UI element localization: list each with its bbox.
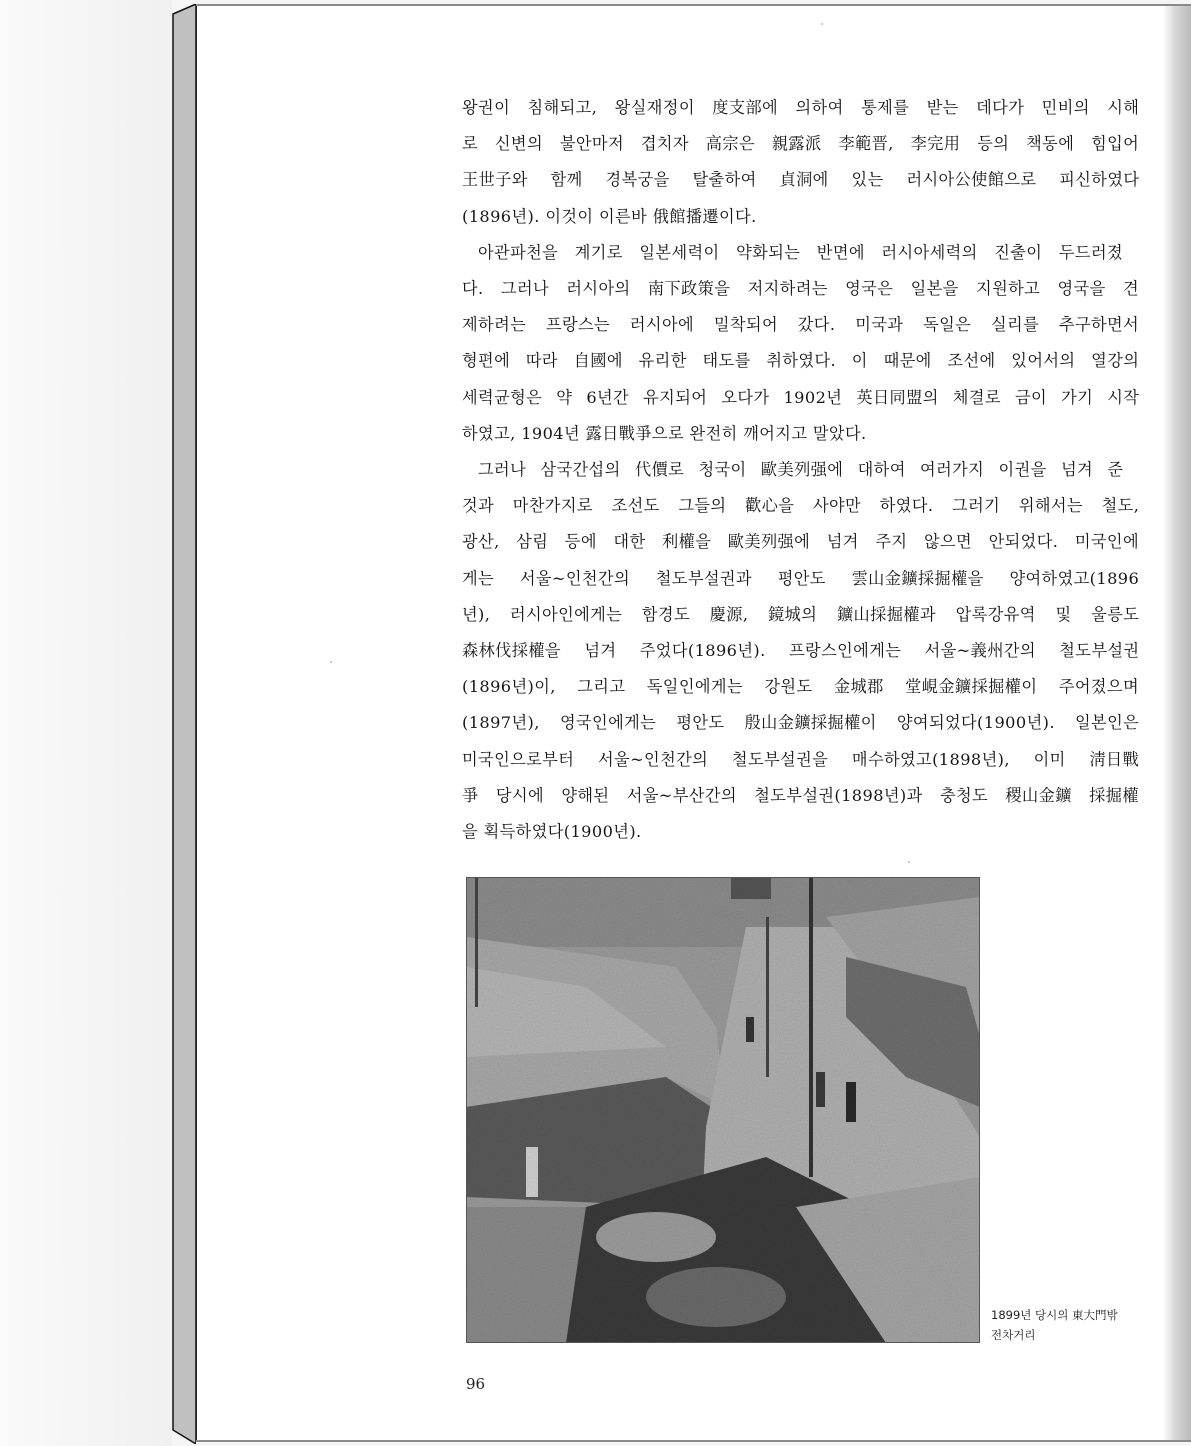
text-line: 하였고, 1904년 露日戰爭으로 완전히 깨어지고 말았다. xyxy=(462,423,867,443)
text-line: 다. 그러나 러시아의 南下政策을 저지하려는 영국은 일본을 지원하고 영국을 견 xyxy=(462,279,1139,299)
text-line: 제하려는 프랑스는 러시아에 밀착되어 갔다. 미국과 독일은 실리를 추구하면서 xyxy=(462,315,1140,335)
scan-speck xyxy=(821,23,823,25)
paragraph xyxy=(462,452,1139,850)
text-line: 것과 마찬가지로 조선도 그들의 歡心을 사야만 하였다. 그러기 위해서는 철도, xyxy=(462,496,1140,516)
body-text xyxy=(462,90,1139,850)
page-gutter-shadow xyxy=(1163,6,1191,1440)
book-page xyxy=(196,4,1191,1442)
photo-caption xyxy=(991,1305,1118,1345)
historical-photo xyxy=(466,877,980,1343)
caption-line-1: 1899년 당시의 東大門밖 xyxy=(991,1308,1118,1322)
text-line: 森林伐採權을 넘겨 주었다(1896년). 프랑스인에게는 서울~義州간의 철도부설권 xyxy=(462,641,1140,661)
text-line: 왕권이 침해되고, 왕실재정이 度支部에 의하여 통제를 받는 데다가 민비의 시해 xyxy=(462,98,1140,117)
paragraph xyxy=(462,235,1139,452)
text-line: (1897년), 영국인에게는 평안도 殷山金鑛採掘權이 양여되었다(1900년). 일본인은 xyxy=(462,713,1140,733)
text-line: 년), 러시아인에게는 함경도 慶源, 鏡城의 鑛山採掘權과 압록강유역 및 울릉도 xyxy=(462,604,1140,624)
text-line: 爭 당시에 양해된 서울~부산간의 철도부설권(1898년)과 충청도 稷山金鑛 採掘權 xyxy=(462,785,1139,805)
text-line: 그러나 삼국간섭의 代價로 청국이 歐美列强에 대하여 여러가지 이권을 넘겨 준 xyxy=(478,460,1124,480)
text-line: (1896년). 이것이 이른바 俄館播遷이다. xyxy=(462,206,757,226)
text-line: 王世子와 함께 경복궁을 탈출하여 貞洞에 있는 러시아公使館으로 피신하였다 xyxy=(462,170,1140,190)
text-line: (1896년)이, 그리고 독일인에게는 강원도 金城郡 堂峴金鑛採掘權이 주어졌으며 xyxy=(462,677,1139,697)
background xyxy=(0,0,172,1446)
text-line: 아관파천을 계기로 일본세력이 약화되는 반면에 러시아세력의 진출이 두드러졌 xyxy=(478,242,1124,262)
page-number: 96 xyxy=(466,1375,486,1393)
scan-speck xyxy=(908,861,910,863)
text-line: 형편에 따라 自國에 유리한 태도를 취하였다. 이 때문에 조선에 있어서의 열강의 xyxy=(462,351,1140,371)
text-line: 광산, 삼림 등에 대한 利權을 歐美列强에 넘겨 주지 않으면 안되었다. 미국인에 xyxy=(462,532,1139,552)
street-scene-photo xyxy=(466,877,980,1343)
text-line: 게는 서울~인천간의 철도부설권과 평안도 雲山金鑛採掘權을 양여하였고(1896 xyxy=(462,568,1140,588)
text-line: 을 획득하였다(1900년). xyxy=(462,822,642,842)
scan-speck xyxy=(330,661,332,663)
caption-line-2: 전차거리 xyxy=(991,1328,1036,1342)
paragraph xyxy=(462,90,1139,235)
book-page-edge xyxy=(172,4,196,1444)
text-line: 미국인으로부터 서울~인천간의 철도부설권을 매수하였고(1898년), 이미 淸日戰 xyxy=(462,749,1140,769)
text-line: 로 신변의 불안마저 겹치자 高宗은 親露派 李範晋, 李完用 등의 책동에 힘입어 xyxy=(462,134,1140,154)
text-line: 세력균형은 약 6년간 유지되어 오다가 1902년 英日同盟의 체결로 금이 가기 시작 xyxy=(462,387,1140,407)
